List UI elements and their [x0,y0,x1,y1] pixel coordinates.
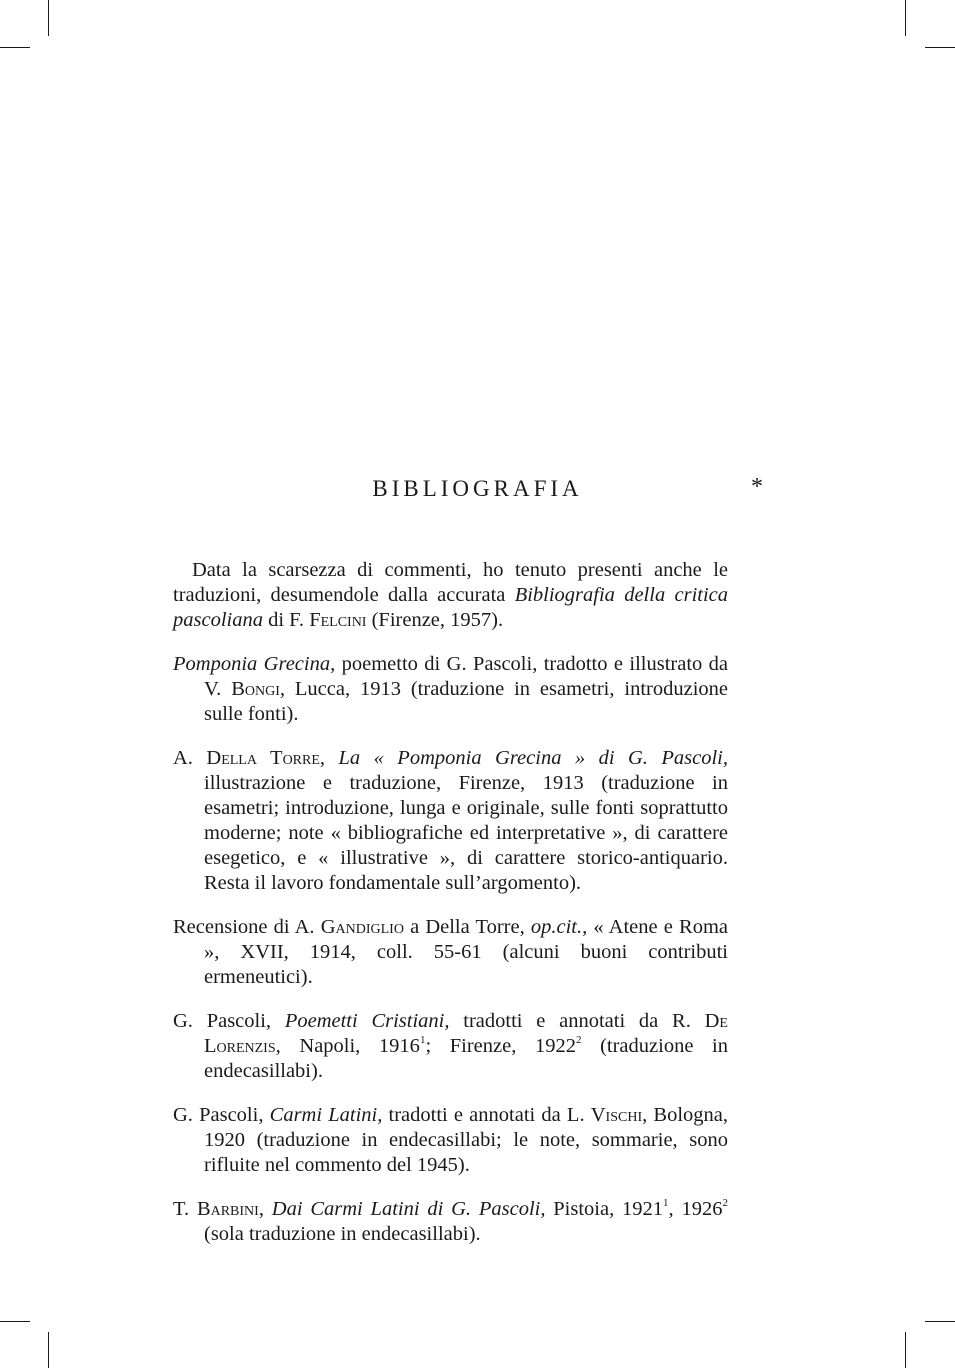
bibliography-entry [173,746,728,896]
entry-text: A. [173,747,207,769]
entry-text: tradotti e annotati da R. [449,1010,705,1032]
entry-text: G. Pascoli, [173,1104,270,1126]
crop-mark-bottom-left-vertical [48,1332,49,1368]
bibliography-entry [173,915,728,990]
bibliography-body [173,558,728,1247]
bibliography-entry [173,1103,728,1178]
entry-text: Pistoia, 1921 [545,1198,664,1220]
intro-text: Data la scarsezza di commenti, ho tenuto presenti anche le traduzioni, desumendole dalla accurata [173,559,728,606]
entry-title: Dai Carmi Latini di G. Pascoli, [263,1198,546,1220]
entry-title: Poemetti Cristiani, [284,1010,450,1032]
page-title: BIBLIOGRAFIA [372,476,583,501]
crop-mark-bottom-right-horizontal [925,1321,955,1322]
edition-superscript: 2 [722,1197,728,1209]
bibliography-entry [173,652,728,727]
entry-text: a Della Torre, [403,916,531,938]
entry-text: « Atene e Roma », XVII, 1914, coll. 55-61 (alcuni buoni contributi ermeneutici). [204,916,729,988]
intro-text: (Firenze, 1957). [366,609,504,631]
entry-text: G. Pascoli, [173,1010,285,1032]
entry-text: Recensione di A. [173,916,321,938]
entry-author: Della Torre, [206,747,326,769]
entry-author: Bongi, [231,678,285,700]
entry-text: , 1926 [668,1198,723,1220]
entry-author: Vischi, [590,1104,648,1126]
crop-mark-top-left-vertical [48,0,49,36]
intro-paragraph [173,558,728,633]
asterisk-mark: * [751,474,763,500]
intro-cited-work: Bibliografia della critica pascoliana [173,584,729,631]
entry-text: ; Firenze, 1922 [425,1035,576,1057]
edition-superscript: 1 [663,1197,669,1209]
entry-text: (traduzione in endecasillabi). [204,1035,728,1082]
crop-mark-bottom-left-horizontal [0,1321,30,1322]
entry-author: Gandiglio [320,916,404,938]
edition-superscript: 2 [575,1034,582,1046]
entry-author: Barbini, [196,1198,264,1220]
entry-text: tradotti e annotati da L. [382,1104,591,1126]
entry-text: T. [173,1198,197,1220]
intro-author: Felcini [309,609,367,631]
entry-title: Carmi Latini, [269,1104,383,1126]
entry-author: De Lorenzis, [204,1010,728,1057]
crop-mark-top-left-horizontal [0,47,30,48]
bibliography-entry [173,1197,728,1247]
crop-mark-top-right-vertical [905,0,906,36]
bibliography-entry [173,1009,728,1084]
entry-text: Lucca, 1913 (traduzione in esametri, introduzione sulle fonti). [204,678,728,725]
entry-title: op.cit., [530,916,588,938]
entry-title: Pomponia Grecina, [173,653,336,675]
entry-text: Napoli, 1916 [280,1035,420,1057]
crop-mark-bottom-right-vertical [905,1332,906,1368]
entry-text: (sola traduzione in endecasillabi). [204,1223,481,1245]
entry-title: La « Pomponia Grecina » di G. Pascoli, [325,747,728,769]
intro-text: di F. [262,609,310,631]
edition-superscript: 1 [419,1034,426,1046]
crop-mark-top-right-horizontal [925,47,955,48]
entry-text: illustrazione e traduzione, Firenze, 1913 (traduzione in esametri; introduzione, lunga e originale, sulle fonti soprattutto moderne; note « bibliografiche ed interpretative », di carattere esegetico, e « illustrative », di carattere storico-antiquario. Resta il lavoro fondamentale sull’argomento). [204,772,728,894]
entry-text: Bologna, 1920 (traduzione in endecasillabi; le note, sommarie, sono rifluite nel commento del 1945). [204,1104,729,1176]
entry-text: poemetto di G. Pascoli, tradotto e illustrato da V. [204,653,729,700]
